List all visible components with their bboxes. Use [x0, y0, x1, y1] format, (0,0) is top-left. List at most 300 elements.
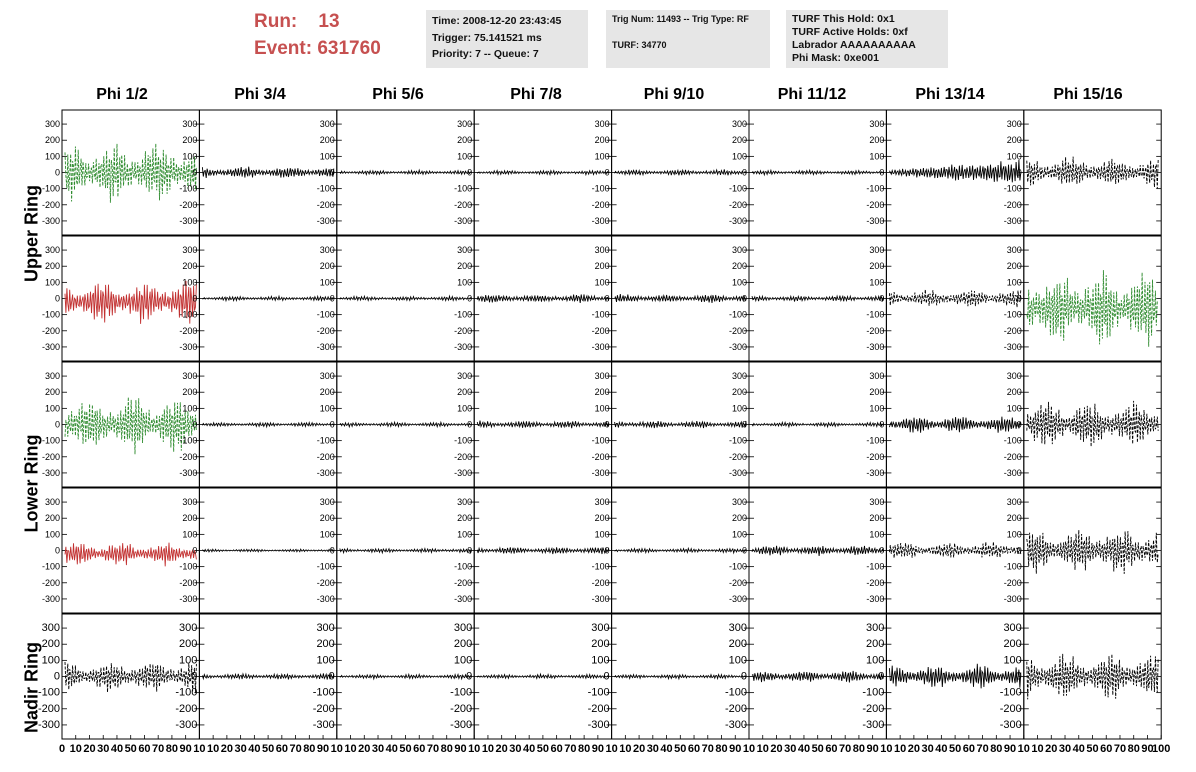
waveform-trace: [340, 170, 471, 174]
y-tick-label: 200: [591, 638, 610, 651]
y-tick-label: -300: [728, 467, 747, 478]
y-tick-label: -200: [866, 577, 885, 588]
x-tick-label: 50: [811, 743, 824, 755]
x-tick-label: 10: [193, 743, 206, 755]
y-tick-label: -200: [454, 451, 473, 462]
x-tick-label: 40: [797, 743, 811, 755]
waveform-trace: [752, 671, 883, 683]
x-tick-label: 10: [468, 743, 481, 755]
x-tick-label: 50: [948, 743, 962, 755]
y-tick-label: 300: [731, 371, 747, 382]
y-tick-label: -300: [316, 341, 335, 352]
x-tick-label: 90: [179, 743, 192, 755]
waveform-trace: [615, 675, 746, 679]
y-tick-label: 0: [329, 167, 335, 178]
y-tick-label: 0: [879, 545, 885, 556]
y-tick-label: 100: [41, 654, 60, 667]
y-tick-label: -300: [591, 467, 610, 478]
x-tick-label: 90: [1141, 743, 1154, 755]
x-tick-label: 40: [660, 743, 673, 755]
y-tick-label: -200: [454, 325, 473, 336]
waveform-panel-r4-c5: [592, 488, 749, 613]
y-tick-label: 0: [741, 167, 747, 178]
y-tick-label: -300: [316, 215, 335, 226]
y-tick-label: 100: [44, 403, 60, 414]
y-tick-label: -300: [862, 718, 885, 731]
waveform-trace: [889, 664, 1020, 689]
y-tick-label: 100: [457, 529, 473, 540]
y-tick-label: -200: [866, 199, 885, 210]
y-tick-label: -100: [454, 435, 473, 446]
y-tick-label: 300: [453, 622, 473, 635]
waveform-panel-r4-c2: [179, 488, 336, 613]
y-tick-label: 0: [467, 167, 473, 178]
x-tick-label: 30: [1058, 743, 1072, 755]
waveform-panel-r5-c4: [450, 614, 618, 755]
y-tick-label: -200: [179, 199, 198, 210]
y-tick-label: -300: [454, 593, 473, 604]
y-tick-label: 300: [1006, 245, 1022, 256]
y-tick-label: -200: [316, 451, 335, 462]
x-tick-label: 30: [921, 743, 934, 755]
waveform-panel-r2-c5: [592, 236, 749, 361]
y-tick-label: 100: [453, 654, 473, 667]
waveform-trace: [477, 421, 608, 429]
run-value: 13: [318, 11, 340, 32]
waveform-trace: [752, 422, 883, 426]
y-tick-label: 300: [591, 622, 610, 635]
y-tick-label: 100: [594, 403, 610, 414]
x-tick-label: 50: [536, 743, 550, 755]
y-tick-label: 0: [879, 293, 885, 304]
x-tick-label: 60: [413, 743, 426, 755]
y-tick-label: 300: [319, 371, 335, 382]
y-tick-label: 0: [467, 545, 473, 556]
y-tick-label: 300: [44, 119, 60, 130]
y-tick-label: 300: [1006, 119, 1022, 130]
y-tick-label: 300: [182, 119, 198, 130]
x-tick-label: 80: [852, 743, 866, 755]
y-tick-label: 200: [457, 513, 473, 524]
y-tick-label: -100: [1003, 561, 1022, 572]
y-tick-label: -300: [316, 593, 335, 604]
x-tick-label: 80: [165, 743, 179, 755]
y-tick-label: 300: [731, 119, 747, 130]
y-tick-label: 0: [604, 419, 610, 430]
x-tick-label: 40: [248, 743, 261, 755]
y-tick-label: -200: [866, 451, 885, 462]
waveform-trace: [1027, 157, 1158, 189]
y-tick-label: -300: [41, 593, 60, 604]
y-tick-label: -100: [591, 435, 610, 446]
x-tick-label: 90: [1003, 743, 1017, 755]
x-tick-label: 10: [344, 743, 357, 755]
y-tick-label: -100: [37, 686, 60, 699]
y-tick-label: -300: [1003, 215, 1022, 226]
waveform-panel-r1-c1: [42, 110, 199, 235]
y-tick-label: 0: [1016, 545, 1022, 556]
x-tick-label: 50: [674, 743, 687, 755]
x-tick-label: 40: [1072, 743, 1085, 755]
waveform-trace: [477, 547, 608, 554]
run-label: Run:: [254, 11, 298, 32]
column-header-phi-9-10: Phi 9/10: [643, 86, 705, 103]
y-tick-label: -100: [316, 309, 335, 320]
y-tick-label: 100: [1006, 529, 1022, 540]
y-tick-label: 200: [869, 261, 885, 272]
y-tick-label: 0: [603, 670, 610, 683]
y-tick-label: 100: [319, 403, 335, 414]
x-tick-label: 70: [1113, 743, 1127, 755]
y-tick-label: 200: [44, 135, 60, 146]
y-tick-label: 200: [182, 135, 198, 146]
x-tick-label: 20: [907, 743, 921, 755]
x-tick-label: 90: [729, 743, 742, 755]
x-tick-label: 80: [440, 743, 453, 755]
x-tick-label: 70: [976, 743, 989, 755]
x-tick-label: 40: [110, 743, 124, 755]
y-tick-label: 0: [467, 419, 473, 430]
y-tick-label: -100: [728, 309, 747, 320]
y-tick-label: 0: [329, 545, 335, 556]
x-tick-label: 70: [701, 743, 714, 755]
turf-active-text: TURF Active Holds: 0xf: [792, 26, 908, 38]
x-tick-label: 20: [495, 743, 508, 755]
y-tick-label: -200: [862, 702, 885, 715]
y-tick-label: 0: [1015, 670, 1022, 683]
y-tick-label: -300: [41, 341, 60, 352]
column-header-phi-3-4: Phi 3/4: [234, 86, 286, 103]
x-tick-label: 10: [756, 743, 769, 755]
y-tick-label: -200: [1003, 451, 1022, 462]
y-tick-label: 100: [44, 151, 60, 162]
x-tick-label: 10: [894, 743, 907, 755]
x-tick-label: 60: [138, 743, 151, 755]
x-tick-label: 20: [220, 743, 234, 755]
waveform-panel-r3-c1: [42, 362, 199, 487]
x-tick-label: 10: [605, 743, 618, 755]
y-tick-label: 100: [457, 277, 473, 288]
waveform-trace: [477, 171, 608, 175]
y-tick-label: -300: [179, 593, 198, 604]
waveform-panel-r2-c1: [42, 236, 199, 361]
y-tick-label: 200: [731, 387, 747, 398]
y-tick-label: 100: [457, 403, 473, 414]
x-tick-label: 30: [97, 743, 110, 755]
y-tick-label: -100: [312, 686, 335, 699]
y-tick-label: -200: [41, 325, 60, 336]
y-tick-label: -300: [179, 467, 198, 478]
column-header-phi-5-6: Phi 5/6: [372, 86, 424, 103]
y-tick-label: 200: [319, 513, 335, 524]
y-tick-label: 300: [44, 245, 60, 256]
y-tick-label: 100: [731, 529, 747, 540]
y-tick-label: -100: [316, 435, 335, 446]
waveform-panel-r3-c5: [592, 362, 749, 487]
y-tick-label: 0: [1016, 167, 1022, 178]
waveform-panel-r2-c8: [1004, 236, 1161, 361]
y-tick-label: 200: [866, 638, 885, 651]
y-tick-label: 0: [741, 545, 747, 556]
y-tick-label: -200: [591, 199, 610, 210]
y-tick-label: 200: [44, 387, 60, 398]
y-tick-label: 100: [319, 277, 335, 288]
y-tick-label: -300: [591, 215, 610, 226]
y-tick-label: -100: [587, 686, 610, 699]
y-tick-label: -100: [41, 183, 60, 194]
y-tick-label: 300: [866, 622, 885, 635]
y-tick-label: 300: [1006, 497, 1022, 508]
waveform-panel-r5-c2: [175, 614, 343, 755]
waveform-trace: [615, 169, 746, 175]
y-tick-label: 0: [879, 419, 885, 430]
y-tick-label: -300: [454, 341, 473, 352]
x-tick-label: 20: [632, 743, 646, 755]
x-tick-label: 20: [770, 743, 783, 755]
x-tick-label: 90: [316, 743, 330, 755]
y-tick-label: 100: [594, 529, 610, 540]
y-tick-label: -100: [316, 183, 335, 194]
waveform-panel-r3-c6: [729, 362, 886, 487]
y-tick-label: 100: [319, 151, 335, 162]
waveform-trace: [752, 293, 885, 304]
x-tick-label: 10: [69, 743, 82, 755]
y-tick-label: 200: [731, 135, 747, 146]
y-tick-label: 100: [869, 403, 885, 414]
y-tick-label: 200: [1006, 513, 1022, 524]
waveform-trace: [202, 673, 333, 679]
y-tick-label: 100: [457, 151, 473, 162]
waveform-trace: [340, 675, 471, 679]
y-tick-label: -100: [179, 435, 198, 446]
x-tick-label: 40: [523, 743, 536, 755]
x-tick-label: 70: [564, 743, 577, 755]
y-tick-label: -300: [41, 467, 60, 478]
y-tick-label: 200: [179, 638, 198, 651]
y-tick-label: 0: [53, 670, 60, 683]
y-tick-label: 300: [728, 622, 747, 635]
y-tick-label: 300: [869, 245, 885, 256]
column-header-phi-1-2: Phi 1/2: [96, 86, 148, 103]
y-tick-label: 0: [192, 545, 198, 556]
y-tick-label: -100: [175, 686, 198, 699]
y-tick-label: 300: [1003, 622, 1022, 635]
y-tick-label: 300: [457, 245, 473, 256]
y-tick-label: 100: [1006, 277, 1022, 288]
y-tick-label: -200: [316, 325, 335, 336]
y-tick-label: 300: [457, 371, 473, 382]
y-tick-label: 0: [54, 545, 60, 556]
y-tick-label: 100: [319, 529, 335, 540]
waveform-trace: [1027, 654, 1158, 700]
y-tick-label: -300: [450, 718, 473, 731]
y-tick-label: 200: [457, 135, 473, 146]
x-tick-label: 10: [207, 743, 220, 755]
y-tick-label: 0: [54, 419, 60, 430]
waveform-panel-r3-c4: [454, 362, 611, 487]
y-tick-label: 0: [1016, 293, 1022, 304]
x-tick-label: 60: [550, 743, 563, 755]
y-tick-label: 200: [453, 638, 473, 651]
y-tick-label: -200: [591, 451, 610, 462]
y-tick-label: 100: [591, 654, 610, 667]
y-tick-label: -200: [1003, 577, 1022, 588]
y-tick-label: 300: [869, 497, 885, 508]
waveform-trace: [65, 543, 196, 567]
y-tick-label: -100: [41, 435, 60, 446]
y-tick-label: 300: [869, 119, 885, 130]
x-tick-label: 30: [646, 743, 659, 755]
y-tick-label: -300: [454, 215, 473, 226]
y-tick-label: -200: [728, 577, 747, 588]
y-tick-label: -200: [312, 702, 335, 715]
x-tick-label: 70: [152, 743, 165, 755]
waveform-trace: [202, 549, 333, 552]
waveform-trace: [615, 548, 746, 552]
y-tick-label: -100: [454, 183, 473, 194]
waveform-panel-r5-c6: [725, 614, 893, 755]
y-tick-label: -100: [728, 561, 747, 572]
y-tick-label: -100: [454, 309, 473, 320]
y-tick-label: -100: [179, 183, 198, 194]
x-tick-label: 30: [371, 743, 385, 755]
y-tick-label: 100: [179, 654, 198, 667]
y-tick-label: 0: [604, 545, 610, 556]
y-tick-label: -300: [454, 467, 473, 478]
y-tick-label: -100: [866, 435, 885, 446]
y-tick-label: -200: [179, 451, 198, 462]
x-tick-label: 60: [825, 743, 838, 755]
x-tick-label: 60: [962, 743, 975, 755]
y-tick-label: 0: [329, 293, 335, 304]
y-tick-label: 200: [1006, 135, 1022, 146]
y-tick-label: 100: [731, 403, 747, 414]
y-tick-label: 100: [869, 151, 885, 162]
y-tick-label: -300: [316, 467, 335, 478]
y-tick-label: -100: [41, 309, 60, 320]
y-tick-label: -300: [179, 341, 198, 352]
waveform-panel-r4-c7: [866, 488, 1023, 613]
y-tick-label: 300: [594, 371, 610, 382]
y-tick-label: -200: [728, 199, 747, 210]
waveform-trace: [202, 296, 333, 300]
y-tick-label: 0: [466, 670, 473, 683]
y-tick-label: 300: [594, 245, 610, 256]
x-tick-label: 50: [399, 743, 412, 755]
x-tick-label: 10: [619, 743, 632, 755]
waveform-trace: [340, 422, 471, 426]
lower-ring-label: Lower Ring: [21, 434, 42, 533]
y-tick-label: 300: [594, 497, 610, 508]
y-tick-label: 300: [182, 245, 198, 256]
y-tick-label: 100: [182, 277, 198, 288]
y-tick-label: 100: [731, 151, 747, 162]
x-tick-label: 70: [839, 743, 852, 755]
y-tick-label: 300: [319, 497, 335, 508]
y-tick-label: -100: [866, 561, 885, 572]
y-tick-label: -200: [37, 702, 60, 715]
y-tick-label: 0: [192, 419, 198, 430]
y-tick-label: -200: [724, 702, 747, 715]
waveform-panel-r3-c2: [179, 362, 336, 487]
y-tick-label: 200: [594, 387, 610, 398]
y-tick-label: 200: [182, 387, 198, 398]
waveform-trace: [340, 296, 471, 300]
waveform-panel-r5-c5: [588, 614, 756, 755]
waveform-panel-r4-c6: [729, 488, 886, 613]
y-tick-label: 0: [1016, 419, 1022, 430]
column-header-phi-15-16: Phi 15/16: [1053, 86, 1123, 103]
y-tick-label: -300: [728, 593, 747, 604]
y-tick-label: 100: [869, 277, 885, 288]
y-tick-label: -100: [316, 561, 335, 572]
y-tick-label: 0: [604, 167, 610, 178]
x-tick-label: 10: [880, 743, 893, 755]
y-tick-label: -100: [179, 309, 198, 320]
y-tick-label: 0: [467, 293, 473, 304]
y-tick-label: 200: [731, 261, 747, 272]
y-tick-label: -100: [591, 309, 610, 320]
y-tick-label: 100: [869, 529, 885, 540]
turf-hold-text: TURF This Hold: 0x1: [792, 13, 895, 25]
y-tick-label: -200: [450, 702, 473, 715]
x-tick-label: 80: [577, 743, 591, 755]
y-tick-label: -200: [41, 199, 60, 210]
y-tick-label: 100: [44, 529, 60, 540]
column-header-phi-13-14: Phi 13/14: [915, 86, 985, 103]
y-tick-label: 0: [740, 670, 747, 683]
waveform-panel-r5-c8: [1000, 614, 1171, 755]
y-tick-label: 300: [319, 245, 335, 256]
event-label: Event:: [254, 38, 313, 59]
x-tick-label: 80: [1127, 743, 1140, 755]
trigger-text: Trigger: 75.141521 ms: [432, 31, 542, 44]
y-tick-label: 300: [182, 497, 198, 508]
column-header-phi-7-8: Phi 7/8: [510, 86, 562, 103]
y-tick-label: -300: [312, 718, 335, 731]
x-tick-label: 0: [58, 743, 66, 755]
waveform-panel-r2-c2: [179, 236, 336, 361]
waveform-trace: [615, 294, 746, 303]
y-tick-label: 300: [869, 371, 885, 382]
y-tick-label: -200: [591, 577, 610, 588]
x-tick-label: 30: [509, 743, 522, 755]
y-tick-label: 200: [731, 513, 747, 524]
waveform-trace: [889, 290, 1020, 308]
waveform-panel-r2-c4: [454, 236, 611, 361]
y-tick-label: 200: [319, 135, 335, 146]
y-tick-label: 100: [1006, 403, 1022, 414]
x-tick-label: 30: [784, 743, 797, 755]
x-tick-label: 80: [303, 743, 316, 755]
x-tick-label: 20: [1045, 743, 1058, 755]
y-tick-label: -100: [1003, 183, 1022, 194]
y-tick-label: 0: [879, 167, 885, 178]
y-tick-label: 100: [182, 403, 198, 414]
waveform-panel-r5-c1: [38, 614, 206, 755]
y-tick-label: 200: [594, 513, 610, 524]
waveform-trace: [889, 417, 1020, 433]
upper-ring-label: Upper Ring: [21, 185, 42, 282]
y-tick-label: 300: [316, 622, 335, 635]
y-tick-label: 200: [1006, 387, 1022, 398]
time-text: Time: 2008-12-20 23:43:45: [432, 15, 562, 27]
y-tick-label: 0: [604, 293, 610, 304]
y-tick-label: -300: [591, 341, 610, 352]
labrador-text: Labrador AAAAAAAAAA: [792, 39, 916, 51]
y-tick-label: -300: [724, 718, 747, 731]
waveform-trace: [615, 421, 746, 428]
